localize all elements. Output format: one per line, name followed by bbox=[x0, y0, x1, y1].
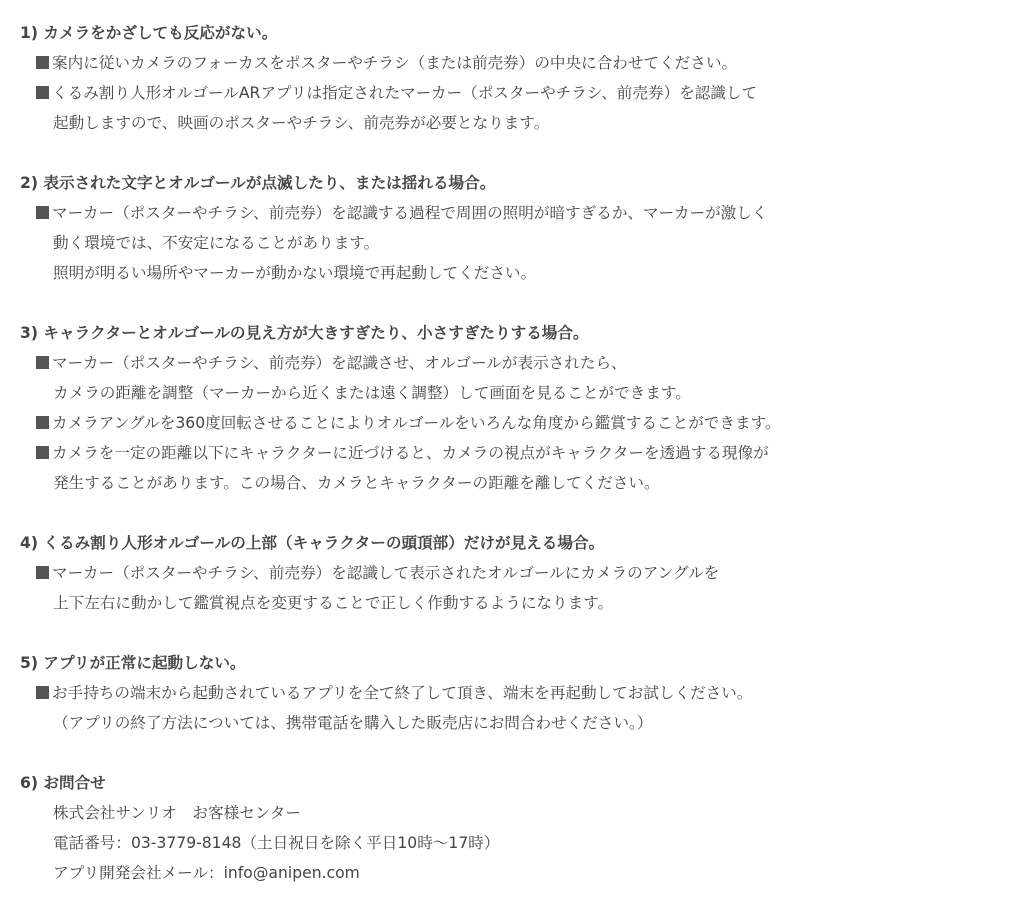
square-bullet-icon bbox=[36, 566, 49, 579]
continuation-line: 発生することがあります。この場合、カメラとキャラクターの距離を離してください。 bbox=[53, 474, 660, 492]
continuation-line: 照明が明るい場所やマーカーが動かない環境で再起動してください。 bbox=[53, 264, 537, 282]
faq-section-1 bbox=[20, 18, 1020, 138]
developer-email: アプリ開発会社メール：info@anipen.com bbox=[53, 864, 360, 882]
faq-section-2 bbox=[20, 168, 1020, 288]
company-name: 株式会社サンリオ お客様センター bbox=[53, 804, 301, 822]
continuation-line: 上下左右に動かして鑑賞視点を変更することで正しく作動するようになります。 bbox=[53, 594, 614, 612]
bullet-item bbox=[20, 78, 1020, 108]
square-bullet-icon bbox=[36, 686, 49, 699]
bullet-item bbox=[20, 438, 1020, 468]
faq-section-4 bbox=[20, 528, 1020, 618]
square-bullet-icon bbox=[36, 416, 49, 429]
faq-section-6-contact bbox=[20, 768, 1020, 888]
faq-section-3 bbox=[20, 318, 1020, 498]
square-bullet-icon bbox=[36, 56, 49, 69]
bullet-item bbox=[20, 408, 1020, 438]
faq-section-5 bbox=[20, 648, 1020, 738]
bullet-item bbox=[20, 198, 1020, 228]
section-heading: 2) 表示された文字とオルゴールが点滅したり、または揺れる場合。 bbox=[20, 174, 496, 192]
bullet-item bbox=[20, 348, 1020, 378]
bullet-text: くるみ割り人形オルゴールARアプリは指定されたマーカー（ポスターやチラシ、前売券）を認識して bbox=[52, 84, 758, 102]
square-bullet-icon bbox=[36, 446, 49, 459]
bullet-text: 案内に従いカメラのフォーカスをポスターやチラシ（または前売券）の中央に合わせてください。 bbox=[52, 54, 738, 72]
bullet-text: マーカー（ポスターやチラシ、前売券）を認識して表示されたオルゴールにカメラのアングルを bbox=[52, 564, 720, 582]
square-bullet-icon bbox=[36, 206, 49, 219]
continuation-line: カメラの距離を調整（マーカーから近くまたは遠く調整）して画面を見ることができます。 bbox=[53, 384, 691, 402]
bullet-text: カメラアングルを360度回転させることによりオルゴールをいろんな角度から鑑賞することができます。 bbox=[52, 414, 781, 432]
bullet-item bbox=[20, 558, 1020, 588]
phone-number: 電話番号：03-3779-8148（土日祝日を除く平日10時〜17時） bbox=[53, 834, 500, 852]
bullet-text: マーカー（ポスターやチラシ、前売券）を認識させ、オルゴールが表示されたら、 bbox=[52, 354, 627, 372]
square-bullet-icon bbox=[36, 86, 49, 99]
section-heading: 1) カメラをかざしても反応がない。 bbox=[20, 24, 278, 42]
section-heading: 5) アプリが正常に起動しない。 bbox=[20, 654, 246, 672]
continuation-line: 起動しますので、映画のポスターやチラシ、前売券が必要となります。 bbox=[53, 114, 550, 132]
square-bullet-icon bbox=[36, 356, 49, 369]
bullet-item bbox=[20, 678, 1020, 708]
continuation-line: （アプリの終了方法については、携帯電話を購入した販売店にお問合わせください。） bbox=[53, 714, 653, 732]
bullet-item bbox=[20, 48, 1020, 78]
continuation-line: 動く環境では、不安定になることがあります。 bbox=[53, 234, 380, 252]
section-heading: 4) くるみ割り人形オルゴールの上部（キャラクターの頭頂部）だけが見える場合。 bbox=[20, 534, 605, 552]
section-heading: 6) お問合せ bbox=[20, 774, 106, 792]
bullet-text: マーカー（ポスターやチラシ、前売券）を認識する過程で周囲の照明が暗すぎるか、マーカーが激しく bbox=[52, 204, 768, 222]
section-heading: 3) キャラクターとオルゴールの見え方が大きすぎたり、小さすぎたりする場合。 bbox=[20, 324, 589, 342]
bullet-text: お手持ちの端末から起動されているアプリを全て終了して頂き、端末を再起動してお試しください。 bbox=[52, 684, 753, 702]
bullet-text: カメラを一定の距離以下にキャラクターに近づけると、カメラの視点がキャラクターを透過する現像が bbox=[52, 444, 769, 462]
